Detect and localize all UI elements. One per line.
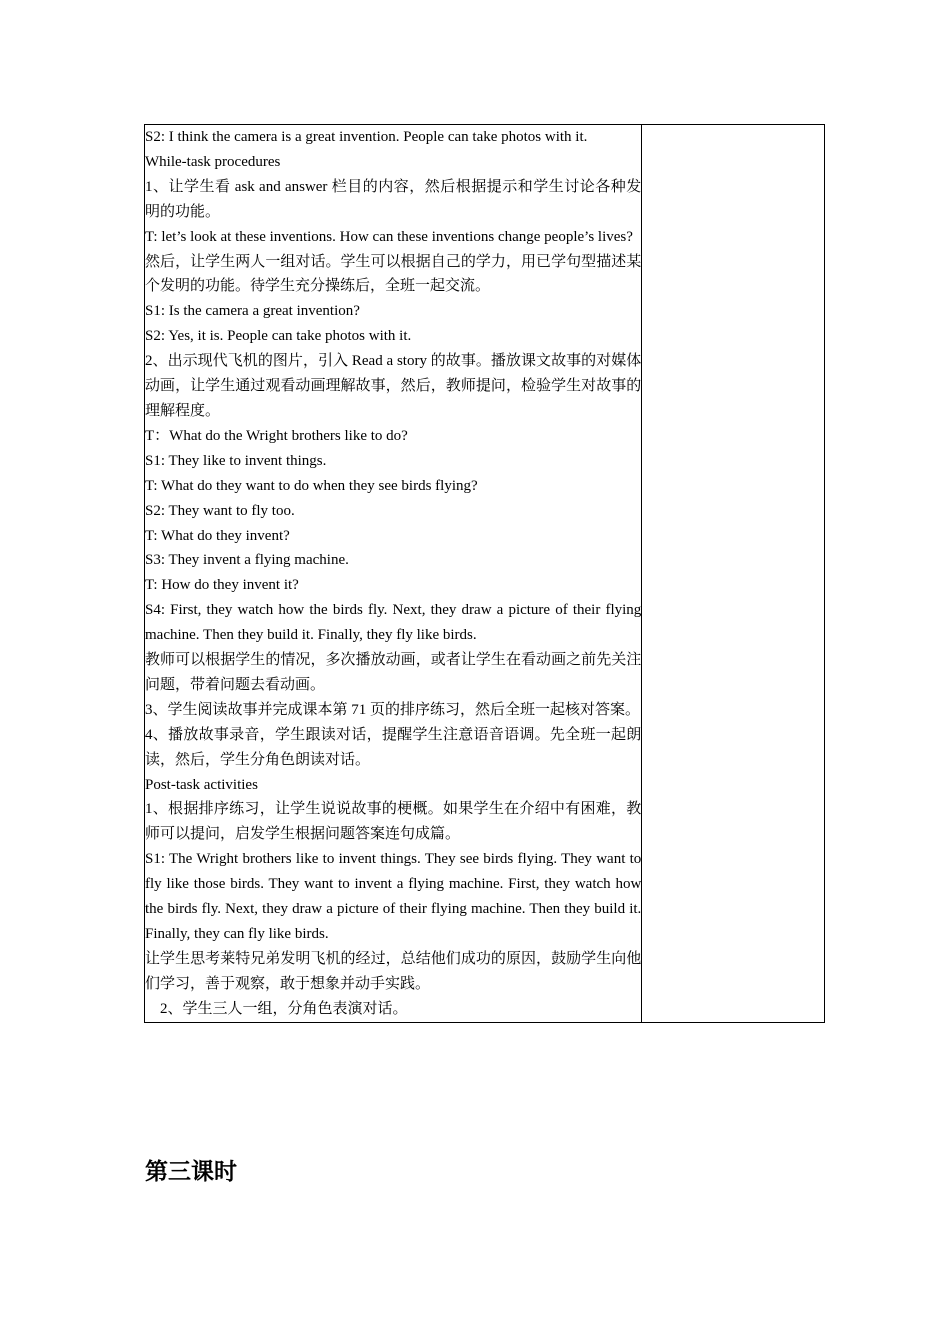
section-heading: 第三课时 [145, 1159, 237, 1185]
paragraph: S2: I think the camera is a great invention. People can take photos with it. [145, 129, 588, 145]
paragraph: T: What do they invent? [145, 527, 290, 544]
paragraph: 然后，让学生两人一组对话。学生可以根据自己的学力，用已学句型描述某个发明的功能。待学生充分操练后，全班一起交流。 [145, 253, 642, 295]
paragraph: 1、根据排序练习，让学生说说故事的梗概。如果学生在介绍中有困难，教师可以提问，启发学生根据问题答案连句成篇。 [145, 801, 642, 843]
paragraph: S1: Is the camera a great invention? [145, 303, 360, 320]
table-row [145, 125, 825, 1023]
stage-heading-while-task: While-task procedures [145, 153, 281, 170]
notes-cell [642, 125, 825, 1023]
paragraph: S2: They want to fly too. [145, 502, 295, 519]
paragraph: 教师可以根据学生的情况，多次播放动画，或者让学生在看动画之前先关注问题，带着问题去看动画。 [145, 652, 642, 693]
paragraph: T: How do they invent it? [145, 577, 299, 594]
paragraph: 让学生思考莱特兄弟发明飞机的经过，总结他们成功的原因，鼓励学生向他们学习，善于观察，敢于想象并动手实践。 [145, 950, 642, 992]
paragraph: 2、出示现代飞机的图片，引入 Read a story 的故事。播放课文故事的对媒体动画，让学生通过观看动画理解故事，然后，教师提问，检验学生对故事的理解程度。 [145, 353, 642, 419]
paragraph: T: let’s look at these inventions. How can these inventions change people’s lives? [145, 228, 633, 245]
paragraph: T：What do the Wright brothers like to do? [145, 427, 408, 444]
paragraph: S1: They like to invent things. [145, 452, 327, 469]
stage-heading-post-task: Post-task activities [145, 776, 258, 793]
paragraph: S2: Yes, it is. People can take photos with it. [145, 328, 412, 345]
lesson-plan-table [144, 124, 825, 1023]
paragraph: 3、学生阅读故事并完成课本第 71 页的排序练习，然后全班一起核对答案。 [145, 701, 641, 718]
paragraph: 2、学生三人一组，分角色表演对话。 [160, 1000, 408, 1017]
paragraph: S4: First, they watch how the birds fly. Next, they draw a picture of their flying machine. Then they build it. Finally, they fly like birds. [145, 602, 642, 644]
paragraph: S3: They invent a flying machine. [145, 552, 349, 569]
paragraph: T: What do they want to do when they see birds flying? [145, 477, 478, 494]
paragraph: S1: The Wright brothers like to invent things. They see birds flying. They want to fly like those birds. They want to invent a flying machine. First, they watch how the birds fly. Next, they draw a picture of their flying machine. Then they build it. Finally, they can fly like birds. [145, 851, 642, 942]
paragraph: 4、播放故事录音，学生跟读对话，提醒学生注意语音语调。先全班一起朗读，然后，学生分角色朗读对话。 [145, 726, 642, 768]
procedure-cell [145, 125, 642, 1023]
paragraph: 1、让学生看 ask and answer 栏目的内容，然后根据提示和学生讨论各种发明的功能。 [145, 178, 642, 220]
